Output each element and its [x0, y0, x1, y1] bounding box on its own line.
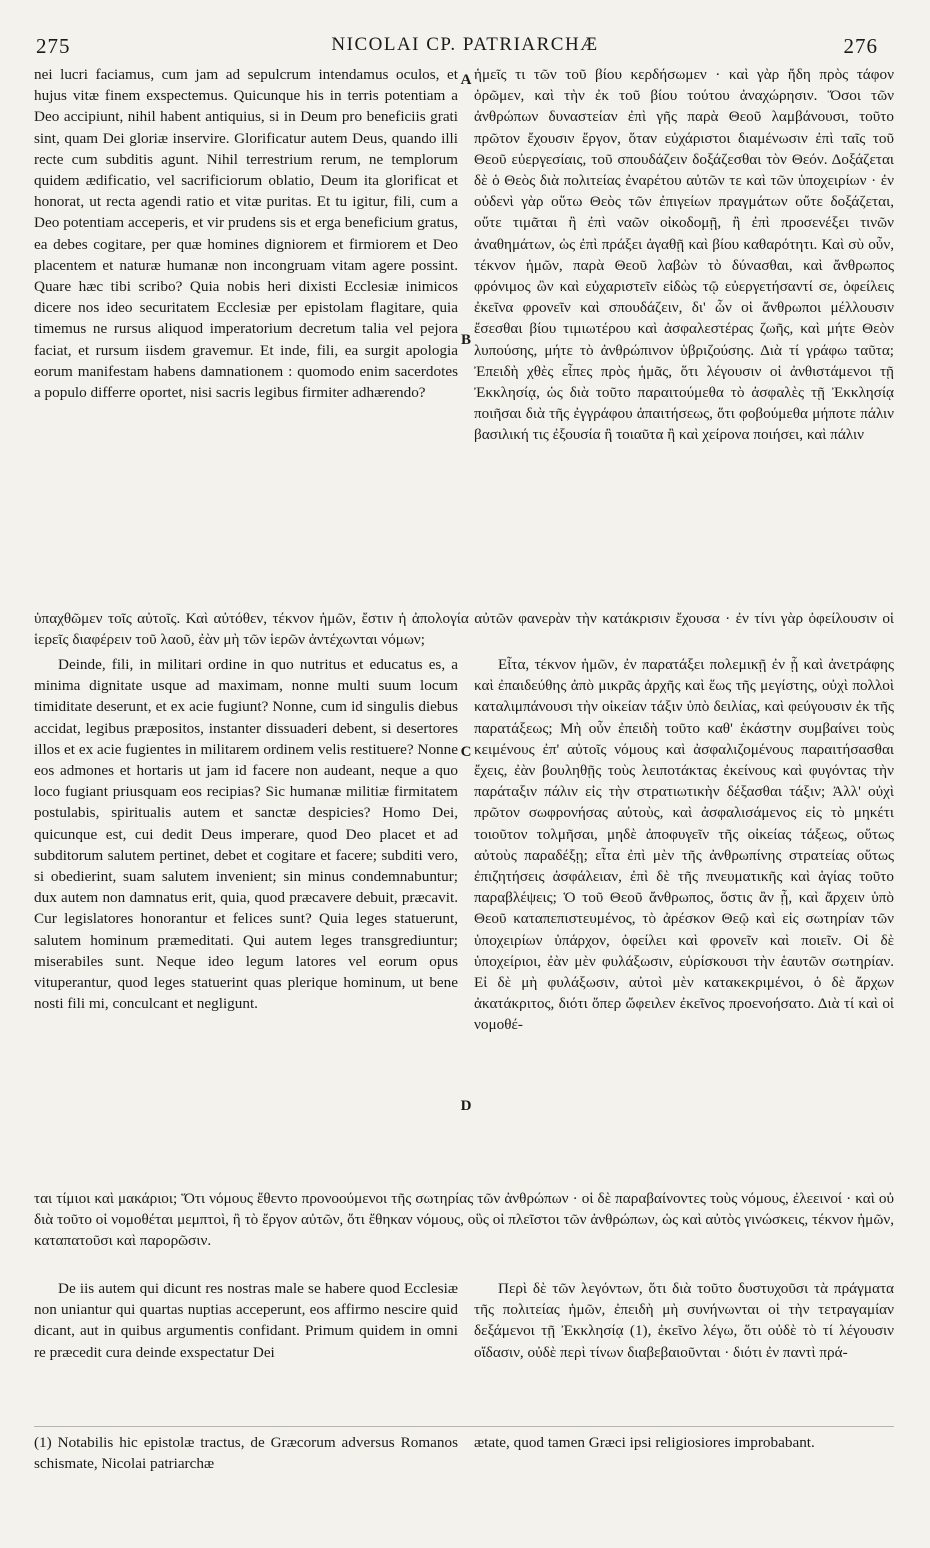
page-number-right: 276 [843, 34, 878, 58]
running-title: NICOLAI CP. PATRIARCHÆ [331, 34, 599, 55]
greek-bridge-text: ὑπαχθῶμεν τοῖς αὐτοῖς. Καὶ αὐτόθεν, τέκνον ἡμῶν, ἔστιν ἡ ἀπολογία αὐτῶν φανερὰν τὴν κατάκρισιν ἔχουσα · ἐν τίνι γὰρ ὀφείλουσιν οἱ ἱερεῖς διαφέρειν τοῦ λαοῦ, ἐὰν μὴ τῶν ἱερῶν ἀντέχωνται νόμων; [34, 610, 894, 649]
greek-column-section-c [474, 654, 894, 1036]
margin-mark-b: B [460, 332, 471, 348]
margin-mark-c: C [460, 744, 472, 760]
latin-paragraph: nei lucri faciamus, cum jam ad sepulcrum intendamus oculos, et hujus vitæ finem exspectemus. Quicunque his in terris potentiam a Deo accipiunt, nihil habent antiquius, si in Deum pro beneficiis grati sint, quam Dei gloriæ inservire. Glorificatur autem Deus, quando illi recte cum subditis agunt. Nihil terrestrium rerum, ne templorum quidem ædificatio, vel sacrificiorum oblatio, Deum ita glorificat et honorat, ut recta agendi ratio et vitæ puritas. Et tu igitur, fili, cum a Deo potentiam acceperis, et vir prudens sis et erga beneficium gratus, ea debes cogitare, per quæ homines digniorem et firmiorem et Deo placentem et naturæ humanæ non incongruam vitam agere possint. Quare hæc tibi scribo? Quia nobis heri dixisti Ecclesiæ inimicos dicere nos ideo securitatem Ecclesiæ per epistolam flagitare, quia timemus ne rursus aliquod imperatorium decretum talia vel pejora faciat, et rursum iisdem gravemur. Et inde, fili, ea surgit apologia eorum manifestam habens damnationem : quomodo enim sacerdotes a populo differre oportet, nisi sacris legibus firmiter adhærendo? [34, 66, 458, 402]
latin-paragraph: De iis autem qui dicunt res nostras male se habere quod Ecclesiæ non uniantur qui quartas nuptias acceperunt, eos affirmo nescire quid dicant, aut in quibus argumentis confidant. Primum quidem in omni re præcedit cura deinde exspectatur Dei [34, 1280, 458, 1361]
margin-mark-d: D [460, 1098, 472, 1114]
margin-mark-a: A [460, 72, 472, 88]
latin-paragraph: Deinde, fili, in militari ordine in quo nutritus et educatus es, a minima dignitate usque ad maximam, nonne multi suum locum timiditate deserunt, et ex acie fugiunt? Nonne, cum id singulis diebus accidat, legibus præpositos, instanter dissuaderi debent, si desertores illos et ex acie fugientes in militarem ordinem velis restituere? Nonne eos admones et hortaris ut jam id facere non audeant, neque a quo loco fugiant priusquam eos recipias? Sic humanæ militiæ firmitatem postulabis, spiritualis autem et sanctæ despicies? Homo Dei, quicunque est, cui dedit Deus imperare, quod Deo placet et ad subditorum salutem pertinet, debet et cogitare et facere; subditi vero, si obedierint, suam salutem invenient; sin minus condemnabuntur; dux autem non damnatus erit, quia, quod præcavere debuit, præcavit. Cur legislatores honorantur et felices sunt? Quia leges statuerunt, salutem hominum præmeditati. Qui autem leges transgrediuntur; miserabiles sunt. Neque ideo legum latores vel eorum opus vituperantur, quod leges statuerint quas plerique hominum, ut bene nosti fili mi, conculcant et negligunt. [34, 656, 458, 1013]
greek-paragraph: Εἶτα, τέκνον ἡμῶν, ἐν παρατάξει πολεμικῇ ἐν ᾗ καὶ ἀνετράφης καὶ ἐπαιδεύθης ἀπὸ μικρᾶς ἀρχῆς καὶ ἕως τῆς μεγίστης, οὐχὶ πολλοὶ καταλιμπάνουσι τὴν οἰκείαν τάξιν ὑπὸ δειλίας, καὶ φεύγουσιν ἐκ τῆς παρατάξεως; Μὴ οὖν ἐπειδὴ τοῦτο καθ' ἑκάστην συμβαίνει τοὺς κειμένους ἐπ' αὐτοῖς νόμους καὶ ἀσφαλιζομένους παραιτήσασθαι ἔχεις, ἐὰν βουληθῇς τοὺς λειποτάκτας ἐκείνους καὶ φυγόντας τὴν παράταξιν πάλιν εἰς τὴν στρατιωτικὴν δέξασθαι τάξιν; Ἀλλ' οὐχὶ πρῶτον σωφρονήσας αὐτοὺς, καὶ ἀσφαλισάμενος εἰς τὸ μηκέτι τοιοῦτον τολμῆσαι, μηδὲ ἀποφυγεῖν τῆς οἰκείας τάξεως, οὕτως αὐτοὺς παραδέξῃ; εἶτα ἐπὶ μὲν τῆς ἀνθρωπίνης στρατείας οὕτως ἐπιζητήσεις ἀσφάλειαν, ἐπὶ δὲ τῆς πνευματικῆς καὶ ἁγίας τοῦτο παραβλέψεις; Ὁ τοῦ Θεοῦ ἄνθρωπος, ὅστις ἂν ᾖ, καὶ ἄρχειν ὑπὸ Θεοῦ καταπεπιστευμένος, τὸ ἀρέσκον Θεῷ καὶ εἰς σωτηρίαν τῶν ὑποχειρίων ὑπάρχον, ὀφείλει καὶ φρονεῖν καὶ ποιεῖν. Οἱ δὲ ὑποχείριοι, ἐὰν μὲν φυλάξωσιν, εὑρίσκουσι τὴν ἑαυτῶν σωτηρίαν. Εἰ δὲ μὴ φυλάξωσιν, αὐτοὶ μὲν κατακεκριμένοι, ὁ δὲ ἄρχων ἀκατάκριτος, διότι ὅπερ ὤφειλεν ἐκεῖνος προενοήσατο. Διὰ τί καὶ οἱ νομοθέ- [474, 656, 894, 1034]
latin-column-section-a [34, 64, 458, 403]
greek-column-section-d [474, 1278, 894, 1363]
footnote-right: ætate, quod tamen Græci ipsi religiosiores improbabant. [474, 1434, 815, 1451]
greek-paragraph: ἡμεῖς τι τῶν τοῦ βίου κερδήσωμεν · καὶ γὰρ ἤδη πρὸς τάφον ὁρῶμεν, καὶ τὴν ἐκ τοῦ βίου τούτου ἀναχώρησιν. Ὅσοι τῶν ἀνθρώπων δυναστείαν ἐπὶ γῆς παρὰ Θεοῦ λαμβάνουσι, τοῦτο πρῶτον ἔχουσιν ἔργον, ὅταν εὐχάριστοι διαμένωσιν ἐπὶ ταῖς τοῦ Θεοῦ εὐεργεσίαις, τοῦ σπουδάζειν δοξάζεσθαι τὸν Θεόν. Δοξάζεται δὲ ὁ Θεὸς διὰ πολιτείας ἐναρέτου αὐτῶν τε καὶ τῶν ὑποχειρίων · ἐν οὐδενὶ γὰρ οὕτω Θεὸς τῶν ἐπιγείων πραγμάτων οὔτε δοξάζεται, οὔτε τιμᾶται ἢ ἐπὶ ναῶν οἰκοδομῇ, ἢ ἐπὶ προσενέξει τινῶν ἀναθημάτων, ὡς ἐπὶ πράξει ἀγαθῇ καὶ βίου καθαρότητι. Καὶ σὺ οὖν, τέκνον ἡμῶν, παρὰ Θεοῦ λαβὼν τὸ δύνασθαι, καὶ ἄνθρωπος φρόνιμος ὢν καὶ εὐχαριστεῖν εἰδὼς τῷ εὐεργετήσαντί σε, ὀφείλεις ἐκεῖνα φρονεῖν καὶ σπουδάζειν, δι' ὧν οἱ ἄνθρωποι μέλλουσιν ἔσεσθαι βίου τιμιωτέρου καὶ ἀσφαλεστέρας ζωῆς, καὶ μήτε Θεὸν λυπούσης, μήτε τὸ ἀνθρώπινον ὑβριζούσης. Διὰ τί γράφω ταῦτα; Ἐπειδὴ χθὲς εἶπες πρὸς ἡμᾶς, ὅτι λέγουσιν οἱ ἀνθιστάμενοι τῇ Ἐκκλησίᾳ, ὡς διὰ τοῦτο παραιτούμεθα τὸ ἀσφαλὲς τῇ Ἐκκλησίᾳ ποιῆσαι διὰ τῆς ἐγγράφου ἀπαιτήσεως, ὅτι φοβούμεθα μήποτε πάλιν βασιλική τις ἐξουσία ἢ τοιαῦτα ἢ καὶ χείρονα ποιήσει, καὶ πάλιν [474, 66, 894, 444]
page-number-left: 275 [36, 34, 71, 58]
greek-paragraph: Περὶ δὲ τῶν λεγόντων, ὅτι διὰ τοῦτο δυστυχοῦσι τὰ πράγματα τῆς πολιτείας ἡμῶν, ἐπειδὴ μὴ συνήνωνται οἱ τὴν τετραγαμίαν δεξάμενοι τῇ Ἐκκλησίᾳ (1), ἐκεῖνο λέγω, ὅτι οὐδὲ τὸ τί λέγουσιν οἴδασιν, οὐδὲ περὶ τίνων διαβεβαιοῦνται · διότι ἐν παντὶ πρά- [474, 1280, 894, 1361]
latin-column-section-c [34, 654, 458, 1014]
greek-column-section-a [474, 64, 894, 446]
footnote-divider [34, 1426, 894, 1427]
footnote-left: (1) Notabilis hic epistolæ tractus, de Græcorum adversus Romanos schismate, Nicolai patriarchæ [34, 1434, 458, 1473]
greek-bridge-text: ται τίμιοι καὶ μακάριοι; Ὅτι νόμους ἔθεντο προνοούμενοι τῆς σωτηρίας τῶν ἀνθρώπων · οἱ δὲ παραβαίνοντες τοὺς νόμους, ἐλεεινοί · καὶ οὐ διὰ τοῦτο οἱ νομοθέται μεμπτοὶ, ἢ τὸ ἔργον αὐτῶν, ὅτι ἔθηκαν νόμους, οὓς οἱ πλεῖστοι τῶν ἀνθρώπων, ὡς καὶ αὐτὸς γινώσκεις, τέκνον ἡμῶν, καταπατοῦσι καὶ παρορῶσιν. [34, 1190, 894, 1250]
latin-column-section-d [34, 1278, 458, 1363]
running-header [0, 34, 930, 64]
